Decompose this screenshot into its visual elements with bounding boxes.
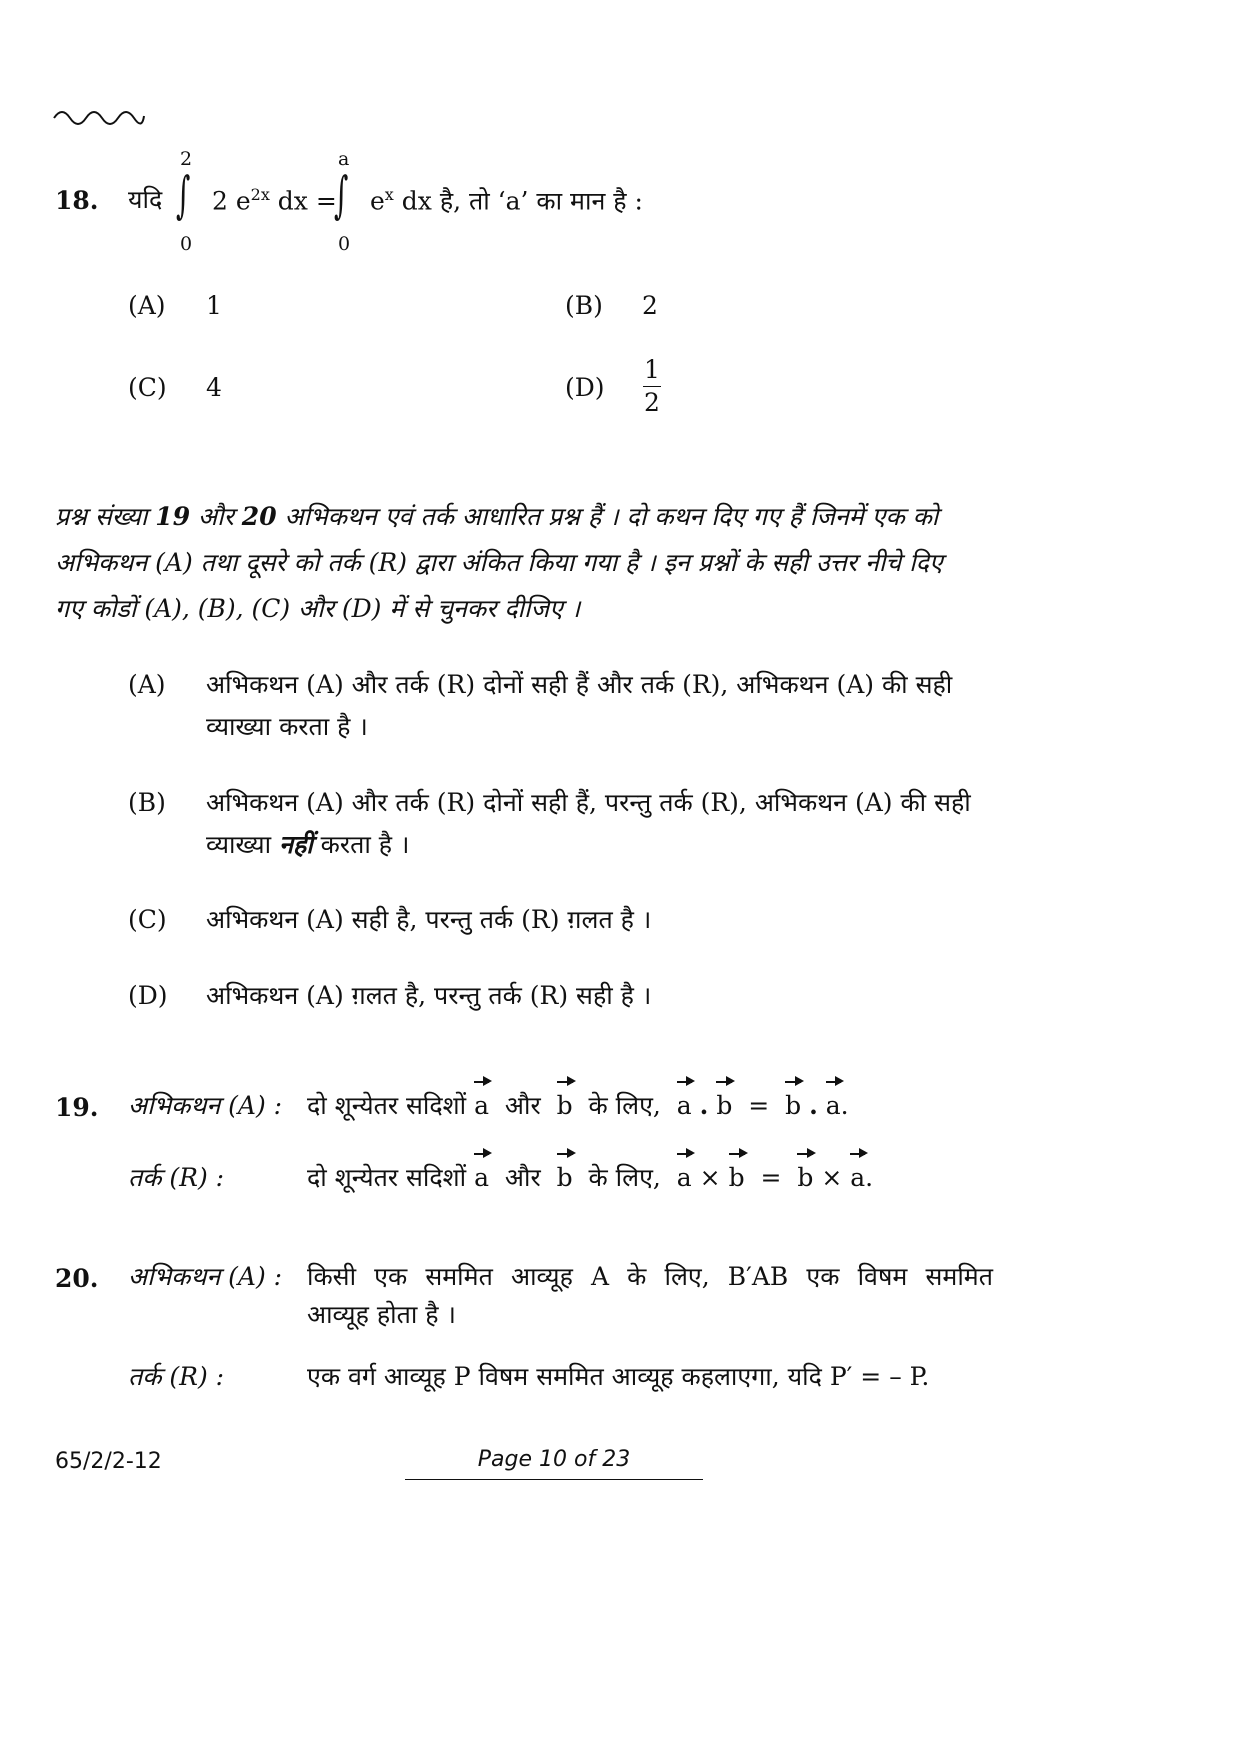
vector-a: a [474,1091,489,1120]
integral-1-upper-limit: 2 [180,148,193,170]
code-a-label: (A) [128,670,166,699]
vector-a: a [676,1091,692,1120]
option-c-label: (C) [128,373,167,402]
option-d-label: (D) [565,373,605,402]
vector-a: a [474,1163,489,1192]
integral-2-lower-limit: 0 [338,233,351,255]
code-d-line-1: अभिकथन (A) ग़लत है, परन्तु तर्क (R) सही है । [206,981,652,1010]
code-c-label: (C) [128,905,167,934]
page-number: Page 10 of 23 [477,1447,631,1472]
vector-b: b [716,1091,733,1120]
code-b-label: (B) [128,788,166,817]
fraction-denominator: 2 [644,387,660,417]
question-20-reason-label: तर्क (R) : [128,1362,225,1391]
question-20-assertion-line-1: किसी एक सममित आव्यूह A के लिए, B′AB एक विषम सममित [307,1262,993,1291]
vector-b: b [728,1163,745,1192]
option-a-label: (A) [128,291,166,320]
question-19-reason: दो शून्येतर सदिशों a और b के लिए, a × b = b × a. [307,1163,874,1192]
question-19-reason-label: तर्क (R) : [128,1163,225,1192]
code-c-line-1: अभिकथन (A) सही है, परन्तु तर्क (R) ग़लत है । [206,905,652,934]
vector-a: a [676,1163,692,1192]
option-a-value: 1 [206,291,222,320]
code-d-label: (D) [128,981,168,1010]
footer-rule [405,1479,703,1480]
option-d-fraction [643,356,661,416]
question-18-prefix: यदि [128,185,163,214]
instructions-line-2: अभिकथन (A) तथा दूसरे को तर्क (R) द्वारा अंकित किया गया है । इन प्रश्नों के सही उत्तर नीचे दिए [55,548,943,577]
code-b-line-2: व्याख्या नहीं करता है । [206,830,410,859]
question-19-number: 19. [55,1093,99,1122]
code-a-line-2: व्याख्या करता है । [206,712,368,741]
question-20-number: 20. [55,1264,99,1293]
question-20-assertion-line-2: आव्यूह होता है । [307,1300,456,1329]
question-19-assertion: दो शून्येतर सदिशों a और b के लिए, a . b = b . a. [307,1091,849,1120]
vector-b: b [785,1091,802,1120]
wave-mark-icon [52,104,146,128]
code-b-line-1: अभिकथन (A) और तर्क (R) दोनों सही हैं, परन्तु तर्क (R), अभिकथन (A) की सही [206,788,971,817]
question-20-assertion-label: अभिकथन (A) : [128,1262,283,1291]
instructions-line-1: प्रश्न संख्या 19 और 20 अभिकथन एवं तर्क आधारित प्रश्न हैं । दो कथन दिए गए हैं जिनमें एक को [55,502,939,531]
integral-2-upper-limit: a [338,148,350,170]
fraction-numerator: 1 [644,355,660,384]
paper-code: 65/2/2-12 [55,1449,162,1474]
fraction-bar [643,386,661,387]
question-19-assertion-label: अभिकथन (A) : [128,1091,283,1120]
integral-1-sign: ∫ [176,166,191,224]
question-20-reason: एक वर्ग आव्यूह P विषम सममित आव्यूह कहलाएगा, यदि P′ = – P. [307,1362,930,1391]
vector-a: a [825,1091,841,1120]
instructions-line-3: गए कोडों (A), (B), (C) और (D) में से चुनकर दीजिए । [55,594,581,623]
integral-2-expression: $e^x$ dx है, तो ‘a’ का मान है : [370,185,643,216]
vector-a: a [850,1163,866,1192]
vector-b: b [556,1091,573,1120]
question-18-number: 18. [55,186,99,215]
integral-2-sign: ∫ [334,166,349,224]
integral-1-expression: 2 $e^{2x}$ dx = [212,185,337,216]
vector-b: b [556,1163,573,1192]
option-c-value: 4 [206,373,222,402]
code-a-line-1: अभिकथन (A) और तर्क (R) दोनों सही हैं और तर्क (R), अभिकथन (A) की सही [206,670,953,699]
option-b-value: 2 [642,291,658,320]
vector-b: b [797,1163,814,1192]
option-b-label: (B) [565,291,603,320]
integral-1-lower-limit: 0 [180,233,193,255]
